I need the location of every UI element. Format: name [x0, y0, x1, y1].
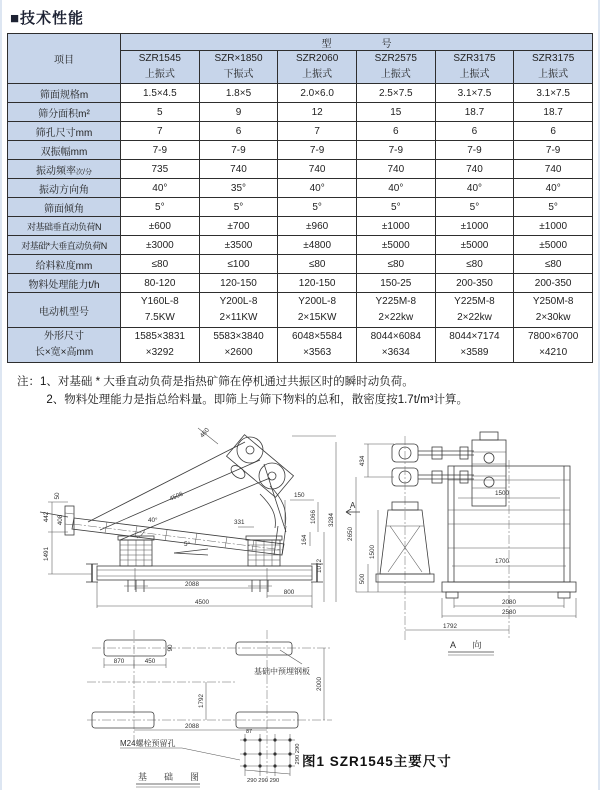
- table-row: [8, 293, 593, 328]
- spec-cell: 740: [278, 160, 357, 179]
- table-row: [8, 122, 593, 141]
- dim-408: 408: [57, 514, 64, 525]
- spec-cell: 5°: [278, 198, 357, 217]
- spec-cell: ±3500: [199, 236, 278, 255]
- spec-cell: 5°: [514, 198, 593, 217]
- row-label: [8, 160, 121, 179]
- spec-cell: ±3000: [121, 236, 200, 255]
- dim-2080: 2080: [501, 598, 517, 606]
- spec-cell: 7-9: [121, 141, 200, 160]
- page-title: ■技术性能: [10, 10, 85, 27]
- dim-290v: 290 290: [295, 743, 301, 765]
- model-header: [121, 51, 200, 84]
- table-row: [8, 274, 593, 293]
- cell-line: 2×22kw: [378, 312, 414, 323]
- a-view-label: A 向: [450, 639, 486, 650]
- row-label: 双振幅mm: [8, 141, 121, 160]
- spec-cell: 200-350: [514, 274, 593, 293]
- model-header: [199, 51, 278, 84]
- dim-50: 50: [54, 492, 61, 500]
- spec-cell: [514, 328, 593, 363]
- a-view-dims: [347, 444, 576, 655]
- spec-cell: ≤80: [435, 255, 514, 274]
- foundation-plan: [87, 630, 332, 787]
- table-row: [8, 198, 593, 217]
- cell-line: 2×11KW: [219, 312, 258, 323]
- table-row: [8, 179, 593, 198]
- spec-cell: ≤80: [356, 255, 435, 274]
- spec-cell: [356, 293, 435, 328]
- spec-cell: 120-150: [278, 274, 357, 293]
- row-label: 电动机型号: [8, 293, 121, 328]
- row-label-unit: 次/分: [76, 168, 92, 176]
- cell-line: Y225M-8: [375, 296, 417, 307]
- cell-line: ×3563: [303, 347, 332, 358]
- spec-cell: 120-150: [199, 274, 278, 293]
- dim-1700: 1700: [494, 557, 510, 565]
- spec-cell: 7-9: [199, 141, 278, 160]
- spec-cell: [514, 293, 593, 328]
- spec-cell: ≤80: [121, 255, 200, 274]
- cell-line: 1585×3831: [134, 331, 185, 342]
- cell-line: 7800×6700: [527, 331, 579, 342]
- row-label: 对基础*大垂直动负荷N: [8, 236, 121, 255]
- dim-442: 442: [43, 511, 50, 522]
- figure-caption: 图1 SZR1545主要尺寸: [302, 753, 452, 769]
- model-name: SZR×1850: [214, 53, 263, 64]
- spec-cell: 12: [278, 103, 357, 122]
- spec-cell: 7: [278, 122, 357, 141]
- model-header: [435, 51, 514, 84]
- model-group-header: 型 号: [121, 34, 593, 51]
- cell-line: 8044×6084: [370, 331, 421, 342]
- spec-cell: 5: [121, 103, 200, 122]
- dim-870: 870: [113, 657, 125, 665]
- note-line-2: 2、物料处理能力是指总给料量。即筛上与筛下物料的总和，散密度按1.7t/m³计算。: [46, 393, 468, 406]
- model-type: 上振式: [380, 69, 411, 80]
- plan-label: 基 础 图: [138, 771, 204, 782]
- spec-cell: 35°: [199, 179, 278, 198]
- dim-4500: 4500: [194, 598, 210, 606]
- spec-cell: 3.1×7.5: [514, 84, 593, 103]
- row-label: 筛孔尺寸mm: [8, 122, 121, 141]
- spec-cell: 5°: [199, 198, 278, 217]
- cell-line: ×2600: [224, 347, 253, 358]
- cell-line: 5583×3840: [213, 331, 264, 342]
- dim-1792-aview: 1792: [442, 622, 458, 630]
- cell-line: ×3292: [145, 347, 174, 358]
- spec-cell: [278, 293, 357, 328]
- side-view-dims: [43, 426, 360, 608]
- model-type: 上振式: [144, 69, 175, 80]
- a-view: [376, 432, 576, 640]
- dim-150: 150: [294, 491, 305, 499]
- dim-2088-plan: 2088: [184, 722, 200, 730]
- row-label: 筛分面积m²: [8, 103, 121, 122]
- row-label: 物料处理能力t/h: [8, 274, 121, 293]
- spec-cell: ±1000: [514, 217, 593, 236]
- spec-cell: 9: [199, 103, 278, 122]
- row-label-line: 长×宽×高mm: [34, 347, 94, 358]
- dim-800: 800: [283, 588, 295, 596]
- spec-cell: 40°: [121, 179, 200, 198]
- cell-line: 2×15KW: [297, 312, 337, 323]
- dim-2088: 2088: [184, 580, 200, 588]
- spec-cell: ±960: [278, 217, 357, 236]
- spec-cell: 200-350: [435, 274, 514, 293]
- spec-cell: ±5000: [356, 236, 435, 255]
- dim-460: 460: [198, 426, 211, 439]
- spec-cell: 6: [356, 122, 435, 141]
- row-label: 筛面规格m: [8, 84, 121, 103]
- spec-cell: 40°: [435, 179, 514, 198]
- cell-line: Y200L-8: [219, 296, 258, 307]
- spec-cell: 7-9: [356, 141, 435, 160]
- row-label-line: 外形尺寸: [44, 331, 84, 342]
- dim-2000: 2000: [316, 676, 323, 691]
- cell-line: 7.5KW: [144, 312, 175, 323]
- technical-drawing: [2, 414, 600, 792]
- item-col-header: 项目: [8, 34, 121, 84]
- model-header: [514, 51, 593, 84]
- spec-cell: ±5000: [435, 236, 514, 255]
- spec-cell: [356, 328, 435, 363]
- spec-cell: 40°: [356, 179, 435, 198]
- spec-cell: 40°: [278, 179, 357, 198]
- spec-cell: ±600: [121, 217, 200, 236]
- spec-cell: [121, 293, 200, 328]
- table-row: [8, 84, 593, 103]
- cell-line: 6048×5584: [291, 331, 343, 342]
- spec-cell: 7-9: [278, 141, 357, 160]
- dim-331: 331: [234, 518, 245, 526]
- dim-434: 434: [359, 455, 366, 466]
- spec-cell: [435, 328, 514, 363]
- cell-line: ×3634: [381, 347, 410, 358]
- table-row: [8, 141, 593, 160]
- spec-cell: [199, 328, 278, 363]
- cell-line: ×3589: [460, 347, 489, 358]
- spec-cell: 3.1×7.5: [435, 84, 514, 103]
- spec-cell: 2.0×6.0: [278, 84, 357, 103]
- model-name: SZR2575: [374, 53, 417, 64]
- spec-cell: 740: [199, 160, 278, 179]
- notes: [17, 374, 588, 410]
- spec-cell: 740: [356, 160, 435, 179]
- spec-cell: 740: [514, 160, 593, 179]
- table-row: [8, 160, 593, 179]
- bolt-note: M24螺栓预留孔: [120, 738, 176, 748]
- spec-cell: ±700: [199, 217, 278, 236]
- spec-cell: 7: [121, 122, 200, 141]
- model-type: 下振式: [223, 69, 254, 80]
- cell-line: 2×30kw: [535, 312, 571, 323]
- dim-3284: 3284: [328, 512, 335, 527]
- model-type: 上振式: [459, 69, 490, 80]
- dim-450: 450: [144, 657, 156, 665]
- cell-line: Y250M-8: [532, 296, 574, 307]
- row-label-text: 振动频率: [36, 165, 77, 177]
- dim-2650: 2650: [347, 526, 354, 541]
- spec-cell: ±5000: [514, 236, 593, 255]
- spec-cell: 18.7: [514, 103, 593, 122]
- dim-1792-plan: 1792: [198, 693, 205, 708]
- spec-cell: ≤100: [199, 255, 278, 274]
- spec-cell: 80-120: [121, 274, 200, 293]
- dim-164: 164: [301, 534, 308, 545]
- spec-cell: [435, 293, 514, 328]
- row-label: 给料粒度mm: [8, 255, 121, 274]
- cell-line: 2×22kw: [457, 312, 492, 323]
- model-header: [356, 51, 435, 84]
- spec-cell: [199, 293, 278, 328]
- dim-1500-height: 1500: [369, 544, 376, 559]
- cell-line: Y225M-8: [454, 296, 495, 307]
- table-row: [8, 236, 593, 255]
- spec-cell: [121, 328, 200, 363]
- dim-290x3: 290 290 290: [247, 777, 280, 784]
- cell-line: Y200L-8: [298, 296, 337, 307]
- spec-cell: 5°: [435, 198, 514, 217]
- row-label: 筛面倾角: [8, 198, 121, 217]
- model-type: 上振式: [538, 69, 569, 80]
- model-header: [278, 51, 357, 84]
- spec-cell: ±1000: [356, 217, 435, 236]
- dim-90: 90: [167, 644, 174, 652]
- spec-cell: 6: [199, 122, 278, 141]
- figure: [2, 414, 598, 797]
- plate-note: 基础中预埋钢板: [254, 666, 310, 676]
- row-label: 对基础垂直动负荷N: [8, 217, 121, 236]
- model-name: SZR3175: [453, 53, 496, 64]
- spec-cell: 150-25: [356, 274, 435, 293]
- spec-cell: ±1000: [435, 217, 514, 236]
- spec-cell: 2.5×7.5: [356, 84, 435, 103]
- table-row: [8, 217, 593, 236]
- model-name: SZR2060: [296, 53, 339, 64]
- dim-1491: 1491: [43, 546, 50, 561]
- spec-cell: 740: [435, 160, 514, 179]
- dim-2580: 2580: [501, 608, 517, 616]
- spec-cell: 6: [435, 122, 514, 141]
- spec-cell: 7-9: [435, 141, 514, 160]
- dim-4506: 4506: [168, 490, 185, 503]
- spec-table: [7, 33, 593, 363]
- side-view: [40, 434, 323, 591]
- spec-cell: 1.8×5: [199, 84, 278, 103]
- spec-cell: 18.7: [435, 103, 514, 122]
- table-row: [8, 103, 593, 122]
- spec-cell: ≤80: [278, 255, 357, 274]
- spec-cell: 40°: [514, 179, 593, 198]
- row-label: [8, 328, 121, 363]
- cell-line: ×4210: [539, 347, 568, 358]
- model-name: SZR1545: [138, 53, 181, 64]
- angle-40: 40°: [148, 516, 158, 524]
- view-arrow-a: A: [350, 500, 356, 510]
- spec-cell: [278, 328, 357, 363]
- dim-1500-width: 1500: [494, 489, 510, 497]
- table-row: [8, 255, 593, 274]
- dim-1072: 1072: [316, 558, 323, 573]
- table-row: [8, 328, 593, 363]
- spec-cell: 6: [514, 122, 593, 141]
- spec-cell: 735: [121, 160, 200, 179]
- cell-line: 8044×7174: [449, 331, 500, 342]
- spec-cell: 7-9: [514, 141, 593, 160]
- model-type: 上振式: [302, 69, 333, 80]
- dim-1066: 1066: [310, 509, 317, 524]
- note-line-1: 注：1、对基础 * 大垂直动负荷是指热矿筛在停机通过共振区时的瞬时动负荷。: [17, 376, 414, 388]
- spec-cell: 1.5×4.5: [121, 84, 200, 103]
- spec-cell: 5°: [356, 198, 435, 217]
- spec-cell: 5°: [121, 198, 200, 217]
- dim-87: 87: [246, 728, 253, 735]
- dim-500: 500: [359, 573, 366, 584]
- model-name: SZR3175: [532, 53, 575, 64]
- row-label: 振动方向角: [8, 179, 121, 198]
- spec-cell: 15: [356, 103, 435, 122]
- angle-5: 5°: [184, 540, 191, 548]
- spec-cell: ±4800: [278, 236, 357, 255]
- spec-cell: ≤80: [514, 255, 593, 274]
- table-header-row: [8, 34, 593, 51]
- cell-line: Y160L-8: [140, 296, 179, 307]
